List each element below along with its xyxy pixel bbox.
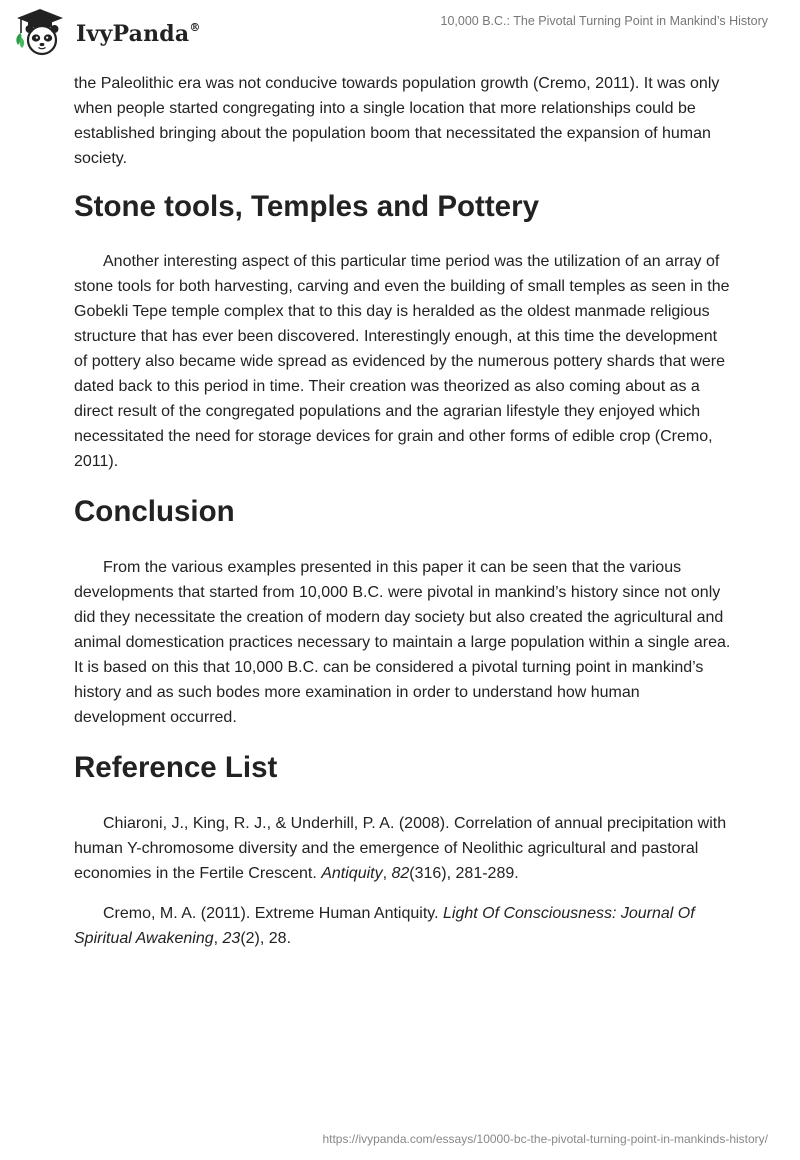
intro-paragraph: the Paleolithic era was not conducive towards population growth (Cremo, 2011). It was only when people started congregating into a single location that more relationships could be established bringing about the population boom that necessitated the expansion of human society. bbox=[74, 75, 720, 167]
stone-tools-paragraph: Another interesting aspect of this particular time period was the utilization of an array of stone tools for both harvesting, carving and even the building of small temples as seen in the Gobekli Tepe temple complex that to this day is heralded as the oldest manmade religious structure that has ever been discovered. Interestingly enough, at this time the development of pottery also became wide spread as evidenced by the numerous pottery shards that were dated back to this period in time. Their creation was theorized as also coming about as a direct result of the congregated populations and the agrarian lifestyle they enjoyed which necessitated the need for storage devices for grain and other forms of edible crop (Cremo, 2011). bbox=[74, 253, 730, 470]
reference-volume: 23 bbox=[222, 930, 241, 947]
section-heading-conclusion: Conclusion bbox=[74, 495, 235, 528]
section-heading-reference-list: Reference List bbox=[74, 751, 278, 784]
page-header bbox=[0, 0, 800, 70]
reference-text: Chiaroni, J., King, R. J., & Underhill, P. A. (2008). Correlation of annual precipitation with human Y-chromosome diversity and the emergence of Neolithic agricultural and pastoral economies in the Fertile Crescent. bbox=[74, 815, 727, 882]
source-url-link[interactable]: https://ivypanda.com/essays/10000-bc-the-pivotal-turning-point-in-mankinds-history/ bbox=[322, 1132, 768, 1146]
reference-item bbox=[74, 811, 734, 886]
conclusion-paragraph: From the various examples presented in this paper it can be seen that the various developments that started from 10,000 B.C. were pivotal in mankind’s history since not only did they necessitate the creation of modern day society but also created the agricultural and animal domestication practices necessary to maintain a large population within a single area. It is based on this that 10,000 B.C. can be considered a pivotal turning point in mankind’s history and as such bodes more examination in order to understand how human development occurred. bbox=[74, 559, 731, 726]
registered-mark: ® bbox=[189, 20, 201, 34]
reference-pages: (2), 28. bbox=[240, 930, 292, 947]
panda-graduate-icon bbox=[13, 7, 67, 57]
reference-text: Cremo, M. A. (2011). Extreme Human Antiquity. bbox=[103, 905, 443, 922]
reference-volume: 82 bbox=[391, 865, 410, 882]
reference-item bbox=[74, 901, 734, 951]
reference-pages: (316), 281-289. bbox=[409, 865, 519, 882]
brand-name: IvyPanda® bbox=[76, 20, 201, 47]
reference-journal: Light Of Consciousness: Journal Of Spiritual Awakening bbox=[74, 905, 695, 947]
reference-separator: , bbox=[213, 930, 223, 947]
essay-content bbox=[74, 71, 734, 966]
ivypanda-logo[interactable] bbox=[13, 7, 213, 57]
running-title: 10,000 B.C.: The Pivotal Turning Point in Mankind’s History bbox=[440, 14, 768, 28]
section-heading-stone-tools: Stone tools, Temples and Pottery bbox=[74, 190, 539, 223]
reference-journal: Antiquity bbox=[321, 865, 383, 882]
reference-separator: , bbox=[382, 865, 392, 882]
